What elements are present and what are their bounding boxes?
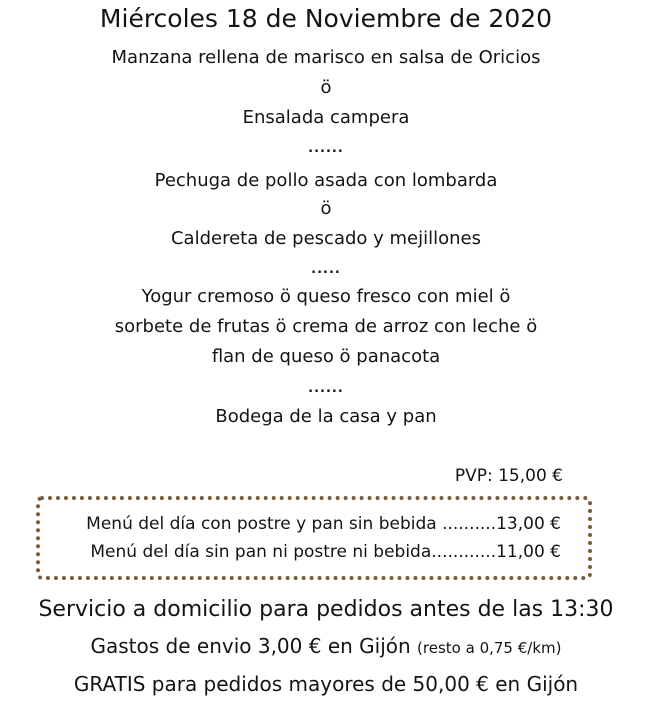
menu-item-dessert-line-3: flan de queso ö panacota: [211, 346, 441, 367]
menu-or-separator: ö: [320, 77, 332, 98]
menu-item-drinks: Bodega de la casa y pan: [215, 406, 437, 427]
free-shipping-info: GRATIS para pedidos mayores de 50,00 € en Gijón: [73, 672, 579, 696]
course-separator: ......: [308, 141, 344, 156]
menu-item-dessert-line-2: sorbete de frutas ö crema de arroz con leche ö: [114, 316, 538, 337]
menu-or-separator: ö: [320, 198, 332, 219]
shipping-cost: Gastos de envio 3,00 € en Gijón: [90, 634, 411, 658]
shipping-note: (resto a 0,75 €/km): [417, 639, 562, 657]
menu-item-dessert-line-1: Yogur cremoso ö queso fresco con miel ö: [141, 286, 511, 307]
menu-item-first-course-1: Manzana rellena de marisco en salsa de Oricios: [111, 47, 541, 68]
pricing-box: [36, 496, 592, 580]
course-separator: ......: [308, 381, 344, 396]
shipping-info: [0, 634, 652, 658]
pricing-option-with-dessert: Menú del día con postre y pan sin bebida ..........13,00 €: [86, 514, 561, 534]
delivery-info: Servicio a domicilio para pedidos antes de las 13:30: [38, 597, 614, 622]
course-separator: .....: [311, 262, 341, 277]
page-title: Miércoles 18 de Noviembre de 2020: [99, 4, 553, 33]
menu-item-second-course-1: Pechuga de pollo asada con lombarda: [154, 170, 498, 191]
pricing-option-without-dessert: Menú del día sin pan ni postre ni bebida............11,00 €: [90, 542, 561, 562]
pvp-price: PVP: 15,00 €: [454, 466, 563, 486]
menu-item-second-course-2: Caldereta de pescado y mejillones: [170, 228, 482, 249]
menu-item-first-course-2: Ensalada campera: [242, 107, 410, 128]
